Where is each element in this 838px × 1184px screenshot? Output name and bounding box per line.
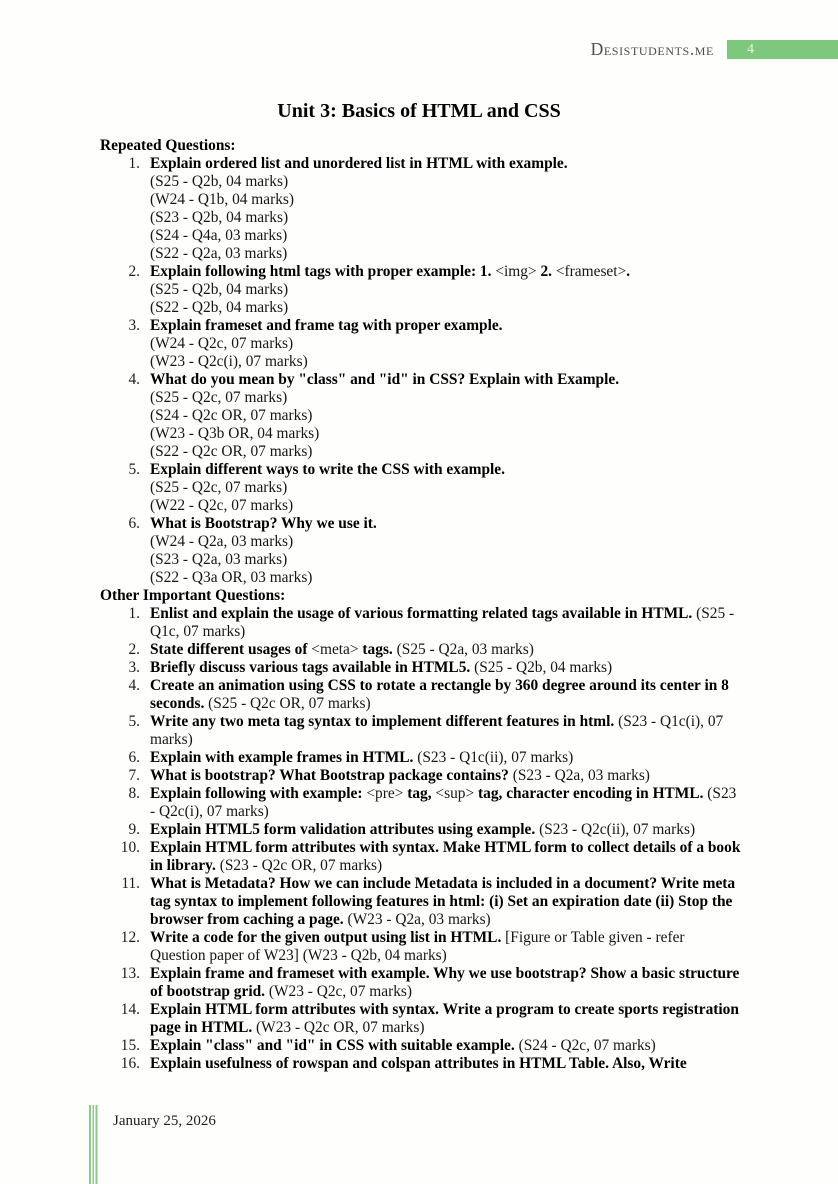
question-item: [100, 749, 742, 767]
citation-line: (W22 - Q2c, 07 marks): [150, 497, 294, 514]
question-number: 8.: [128, 785, 140, 802]
question-body: [150, 839, 742, 875]
question-item: [100, 785, 742, 821]
question-body: [150, 965, 742, 1001]
citation-line: (S25 - Q2b, 04 marks): [150, 281, 289, 298]
question-number: 4.: [128, 371, 140, 388]
question-number: 3.: [128, 317, 140, 334]
question-text: What do you mean by "class" and "id" in CSS? Explain with Example.: [150, 371, 620, 388]
question-number: 3.: [128, 659, 140, 676]
question-number: 2.: [128, 641, 140, 658]
citation-line: (W23 - Q3b OR, 04 marks): [150, 425, 320, 442]
question-number: 4.: [128, 677, 140, 694]
question-item: [100, 677, 742, 713]
question-text: Enlist and explain the usage of various formatting related tags available in HTML. (S25 - Q1c, 07 marks): [150, 605, 735, 640]
page-title: Unit 3: Basics of HTML and CSS: [277, 100, 561, 122]
citation-line: (W24 - Q1b, 04 marks): [150, 191, 295, 208]
question-body: [150, 929, 742, 965]
question-item: [100, 641, 742, 659]
question-item: [100, 371, 742, 461]
question-text: Explain HTML5 form validation attributes using example. (S23 - Q2c(ii), 07 marks): [150, 821, 696, 838]
question-item: [100, 317, 742, 371]
question-number: 2.: [128, 263, 140, 280]
question-text: Create an animation using CSS to rotate a rectangle by 360 degree around its center in 8 seconds. (S25 - Q2c OR, 07 marks): [150, 677, 729, 712]
question-item: [100, 875, 742, 929]
question-body: [150, 1001, 742, 1037]
citation-line: (S24 - Q2c OR, 07 marks): [150, 407, 313, 424]
question-item: [100, 1037, 742, 1055]
page-header: [0, 39, 838, 60]
question-number: 16.: [120, 1055, 140, 1072]
question-body: [150, 461, 742, 515]
question-text: What is bootstrap? What Bootstrap package contains? (S23 - Q2a, 03 marks): [150, 767, 650, 784]
question-body: [150, 767, 742, 785]
question-number: 1.: [128, 605, 140, 622]
question-text: Briefly discuss various tags available in HTML5. (S25 - Q2b, 04 marks): [150, 659, 613, 676]
question-text: What is Bootstrap? Why we use it.: [150, 515, 377, 532]
citation-line: (S25 - Q2c, 07 marks): [150, 479, 288, 496]
question-item: [100, 155, 742, 263]
question-item: [100, 839, 742, 875]
question-number: 11.: [121, 875, 140, 892]
citation-line: (W23 - Q2c(i), 07 marks): [150, 353, 308, 370]
question-text: State different usages of <meta> tags. (S25 - Q2a, 03 marks): [150, 641, 534, 658]
question-item: [100, 1055, 742, 1073]
question-item: [100, 461, 742, 515]
question-number: 9.: [128, 821, 140, 838]
question-item: [100, 659, 742, 677]
site-name: Desistudents.me: [590, 39, 714, 59]
question-item: [100, 965, 742, 1001]
question-text: Explain following with example: <pre> tag, <sup> tag, character encoding in HTML. (S23 - Q2c(i), 07 marks): [150, 785, 737, 820]
question-number: 6.: [128, 749, 140, 766]
citation-line: (S23 - Q2a, 03 marks): [150, 551, 288, 568]
section-heading: Repeated Questions:: [100, 137, 236, 154]
question-body: [150, 263, 742, 317]
question-text: Explain ordered list and unordered list in HTML with example.: [150, 155, 568, 172]
question-text: What is Metadata? How we can include Metadata is included in a document? Write meta tag syntax to implement following features in html: (i) Set an expiration date (ii) Stop the browser from caching a page. (W23 - Q2a, 03 marks): [150, 875, 736, 928]
sections: [100, 137, 742, 1073]
footer-accent-lines: [89, 1105, 98, 1184]
question-item: [100, 767, 742, 785]
question-item: [100, 821, 742, 839]
question-text: Explain HTML form attributes with syntax. Write a program to create sports registration page in HTML. (W23 - Q2c OR, 07 marks): [150, 1001, 739, 1036]
question-text: Explain usefulness of rowspan and colspan attributes in HTML Table. Also, Write: [150, 1055, 687, 1072]
question-item: [100, 713, 742, 749]
question-list: [100, 605, 742, 1073]
citation-line: (S22 - Q2c OR, 07 marks): [150, 443, 313, 460]
citation-line: (S23 - Q2b, 04 marks): [150, 209, 289, 226]
question-item: [100, 1001, 742, 1037]
question-number: 5.: [128, 713, 140, 730]
question-body: [150, 1037, 742, 1055]
citation-line: (S25 - Q2b, 04 marks): [150, 173, 289, 190]
footer-date: January 25, 2026: [113, 1113, 216, 1129]
question-number: 15.: [120, 1037, 140, 1054]
section-heading: Other Important Questions:: [100, 587, 286, 604]
question-body: [150, 155, 742, 263]
question-item: [100, 515, 742, 587]
question-body: [150, 515, 742, 587]
question-body: [150, 677, 742, 713]
question-text: Explain following html tags with proper example: 1. <img> 2. <frameset>.: [150, 263, 631, 280]
question-number: 6.: [128, 515, 140, 532]
question-section: [100, 587, 742, 1073]
question-text: Explain "class" and "id" in CSS with suitable example. (S24 - Q2c, 07 marks): [150, 1037, 656, 1054]
question-body: [150, 317, 742, 371]
question-text: Write any two meta tag syntax to implement different features in html. (S23 - Q1c(i), 07 marks): [150, 713, 724, 748]
question-number: 14.: [120, 1001, 140, 1018]
question-body: [150, 875, 742, 929]
question-number: 12.: [120, 929, 140, 946]
question-text: Explain HTML form attributes with syntax. Make HTML form to collect details of a book in library. (S23 - Q2c OR, 07 marks): [150, 839, 741, 874]
question-number: 5.: [128, 461, 140, 478]
question-item: [100, 929, 742, 965]
question-text: Explain different ways to write the CSS with example.: [150, 461, 505, 478]
citation-line: (W24 - Q2c, 07 marks): [150, 335, 294, 352]
question-item: [100, 605, 742, 641]
question-body: [150, 821, 742, 839]
question-number: 13.: [120, 965, 140, 982]
citation-line: (S22 - Q2b, 04 marks): [150, 299, 289, 316]
citation-line: (S22 - Q2a, 03 marks): [150, 245, 288, 262]
question-body: [150, 749, 742, 767]
citation-line: (W24 - Q2a, 03 marks): [150, 533, 294, 550]
question-section: [100, 137, 742, 587]
question-body: [150, 605, 742, 641]
page-number-badge: 4: [727, 40, 838, 59]
question-text: Write a code for the given output using list in HTML. [Figure or Table given - refer Question paper of W23] (W23 - Q2b, 04 marks): [150, 929, 685, 964]
question-text: Explain frameset and frame tag with proper example.: [150, 317, 503, 334]
question-body: [150, 785, 742, 821]
question-number: 10.: [120, 839, 140, 856]
citation-line: (S24 - Q4a, 03 marks): [150, 227, 288, 244]
question-body: [150, 371, 742, 461]
question-body: [150, 713, 742, 749]
question-text: Explain with example frames in HTML. (S23 - Q1c(ii), 07 marks): [150, 749, 574, 766]
question-text: Explain frame and frameset with example. Why we use bootstrap? Show a basic structure of bootstrap grid. (W23 - Q2c, 07 marks): [150, 965, 740, 1000]
question-number: 1.: [128, 155, 140, 172]
question-body: [150, 659, 742, 677]
question-number: 7.: [128, 767, 140, 784]
question-item: [100, 263, 742, 317]
question-body: [150, 641, 742, 659]
citation-line: (S25 - Q2c, 07 marks): [150, 389, 288, 406]
question-body: [150, 1055, 742, 1073]
citation-line: (S22 - Q3a OR, 03 marks): [150, 569, 313, 586]
question-list: [100, 155, 742, 587]
